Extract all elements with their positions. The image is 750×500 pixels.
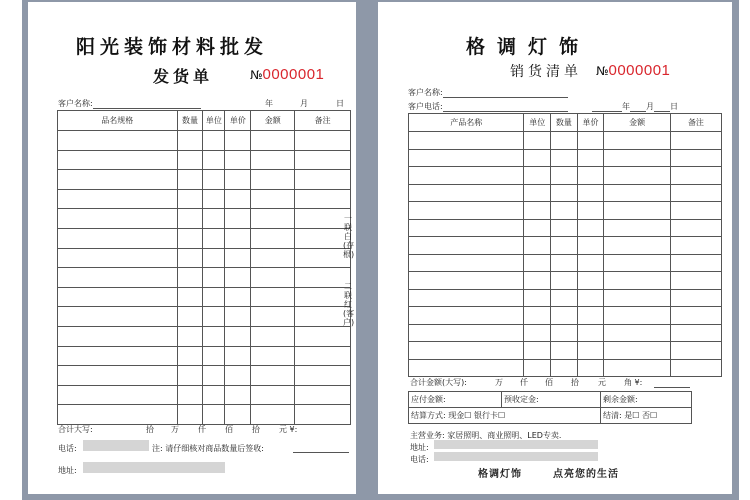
right-item-cell[interactable] [670, 167, 721, 185]
left-item-row [58, 228, 351, 248]
left-item-cell[interactable] [58, 366, 178, 386]
settled-no-checkbox[interactable]: ☐ [649, 411, 658, 420]
right-item-cell[interactable] [551, 149, 578, 167]
left-item-cell[interactable] [58, 307, 178, 327]
left-item-cell[interactable] [251, 405, 295, 425]
right-item-cell[interactable] [409, 272, 524, 290]
right-item-cell[interactable] [409, 342, 524, 360]
right-total-unit: 元 [598, 378, 606, 387]
right-phone2-redacted [434, 452, 598, 461]
left-date-day: 日 [336, 99, 344, 108]
left-side-copy-red: 二联红(客户) [343, 282, 355, 327]
right-header-unit: 单位 [524, 114, 551, 132]
left-item-cell[interactable] [177, 189, 203, 209]
right-header-amount: 金额 [604, 114, 671, 132]
left-item-cell[interactable] [251, 170, 295, 190]
right-item-cell[interactable] [551, 307, 578, 325]
left-total-label: 合计大写: [58, 425, 93, 434]
left-item-row [58, 189, 351, 209]
left-item-cell[interactable] [251, 268, 295, 288]
right-item-row [409, 272, 722, 290]
left-item-cell[interactable] [203, 287, 225, 307]
right-yes-label: 是 [624, 411, 633, 420]
left-address-redacted [83, 462, 225, 473]
right-item-cell[interactable] [604, 359, 671, 377]
right-customer-row [408, 87, 568, 98]
left-item-cell[interactable] [251, 228, 295, 248]
left-item-cell[interactable] [203, 170, 225, 190]
left-header-unit: 单位 [203, 111, 225, 131]
right-item-cell[interactable] [604, 289, 671, 307]
right-item-cell[interactable] [409, 132, 524, 150]
right-item-cell[interactable] [670, 237, 721, 255]
right-item-cell[interactable] [577, 359, 604, 377]
left-note-label: 注: 请仔细核对商品数量后签收: [152, 444, 264, 453]
left-item-cell[interactable] [225, 228, 251, 248]
left-item-row [58, 366, 351, 386]
left-item-cell[interactable] [203, 228, 225, 248]
right-item-cell[interactable] [551, 167, 578, 185]
right-item-cell[interactable] [524, 254, 551, 272]
left-total-unit: 拾 [252, 425, 260, 434]
left-total-unit: 仟 [198, 425, 206, 434]
left-item-cell[interactable] [251, 209, 295, 229]
right-item-cell[interactable] [577, 219, 604, 237]
right-item-cell[interactable] [551, 289, 578, 307]
left-item-cell[interactable] [177, 385, 203, 405]
right-item-cell[interactable] [604, 184, 671, 202]
right-item-row [409, 202, 722, 220]
bank-card-checkbox[interactable]: ☐ [497, 411, 506, 420]
left-title-line1: 阳光装饰材料批发 [76, 36, 269, 58]
right-balance-label: 剩余金额: [603, 395, 638, 404]
right-date-month-field[interactable] [630, 102, 646, 112]
right-item-cell[interactable] [577, 184, 604, 202]
cash-checkbox[interactable]: ☐ [464, 411, 472, 420]
right-item-cell[interactable] [409, 254, 524, 272]
right-item-cell[interactable] [409, 219, 524, 237]
right-item-cell[interactable] [670, 359, 721, 377]
right-table-header [409, 114, 722, 132]
left-item-cell[interactable] [177, 228, 203, 248]
left-item-cell[interactable] [225, 366, 251, 386]
left-header-name: 品名规格 [58, 111, 178, 131]
left-item-cell[interactable] [295, 326, 351, 346]
right-total-unit: 角 ¥: [624, 378, 643, 387]
right-phone-field[interactable] [443, 102, 568, 112]
right-item-cell[interactable] [524, 202, 551, 220]
right-item-cell[interactable] [551, 202, 578, 220]
left-side-copy-white: 一联白(存根) [343, 214, 355, 259]
right-customer-field[interactable] [443, 88, 568, 98]
delivery-note-form [28, 2, 356, 494]
right-item-cell[interactable] [524, 132, 551, 150]
right-item-cell[interactable] [524, 237, 551, 255]
left-item-cell[interactable] [225, 131, 251, 151]
right-item-cell[interactable] [670, 272, 721, 290]
left-item-cell[interactable] [203, 385, 225, 405]
left-item-cell[interactable] [225, 150, 251, 170]
right-date-year-field[interactable] [592, 102, 622, 112]
left-item-cell[interactable] [177, 150, 203, 170]
left-item-cell[interactable] [203, 150, 225, 170]
right-item-cell[interactable] [551, 342, 578, 360]
right-item-row [409, 307, 722, 325]
left-item-cell[interactable] [251, 326, 295, 346]
right-total-unit: 拾 [571, 378, 579, 387]
right-phone2-label: 电话: [410, 455, 429, 464]
left-item-cell[interactable] [225, 307, 251, 327]
right-balance-cell[interactable] [601, 392, 692, 408]
left-total-unit: 万 [171, 425, 179, 434]
sales-list-form [378, 2, 732, 494]
right-item-cell[interactable] [551, 184, 578, 202]
left-item-cell[interactable] [58, 189, 178, 209]
right-phone-row [408, 101, 568, 112]
right-settled-label: 结清: [603, 411, 622, 420]
right-item-cell[interactable] [409, 359, 524, 377]
right-date-day: 日 [670, 102, 678, 111]
right-item-cell[interactable] [604, 202, 671, 220]
left-item-cell[interactable] [177, 268, 203, 288]
right-item-cell[interactable] [670, 324, 721, 342]
left-item-cell[interactable] [225, 326, 251, 346]
right-item-row [409, 132, 722, 150]
left-total-unit: 佰 [225, 425, 233, 434]
left-item-cell[interactable] [295, 366, 351, 386]
right-payable-cell[interactable] [409, 392, 502, 408]
left-item-cell[interactable] [58, 405, 178, 425]
left-item-cell[interactable] [203, 268, 225, 288]
left-item-cell[interactable] [177, 131, 203, 151]
left-item-row [58, 170, 351, 190]
left-item-cell[interactable] [58, 268, 178, 288]
right-item-cell[interactable] [551, 219, 578, 237]
right-header-qty: 数量 [551, 114, 578, 132]
left-item-cell[interactable] [177, 366, 203, 386]
left-customer-row [58, 98, 201, 109]
left-header-amount: 金额 [251, 111, 295, 131]
right-item-cell[interactable] [409, 289, 524, 307]
right-item-cell[interactable] [577, 132, 604, 150]
left-item-cell[interactable] [295, 346, 351, 366]
left-item-cell[interactable] [295, 170, 351, 190]
right-item-cell[interactable] [551, 237, 578, 255]
left-item-cell[interactable] [251, 131, 295, 151]
right-item-cell[interactable] [409, 149, 524, 167]
left-item-cell[interactable] [177, 326, 203, 346]
right-settle-method-cell [409, 408, 601, 424]
right-date-day-field[interactable] [654, 102, 670, 112]
right-customer-label: 客户名称: [408, 88, 443, 97]
right-item-cell[interactable] [670, 342, 721, 360]
left-item-cell[interactable] [251, 287, 295, 307]
right-serial-number [596, 62, 670, 79]
left-item-cell[interactable] [225, 385, 251, 405]
right-item-cell[interactable] [409, 237, 524, 255]
right-item-cell[interactable] [670, 184, 721, 202]
left-item-cell[interactable] [225, 189, 251, 209]
right-cash-label: 现金 [448, 411, 465, 420]
left-header-remark: 备注 [295, 111, 351, 131]
left-address-label: 地址: [58, 466, 77, 475]
left-item-row [58, 346, 351, 366]
right-prepaid-label: 预收定金: [504, 395, 539, 404]
right-item-cell[interactable] [524, 149, 551, 167]
left-item-cell[interactable] [295, 385, 351, 405]
right-item-cell[interactable] [604, 149, 671, 167]
left-item-cell[interactable] [203, 405, 225, 425]
left-item-row [58, 268, 351, 288]
left-customer-label: 客户名称: [58, 99, 93, 108]
right-slogan-brand: 格调灯饰 [478, 469, 522, 480]
left-item-cell[interactable] [225, 248, 251, 268]
right-item-cell[interactable] [577, 149, 604, 167]
right-item-cell[interactable] [524, 324, 551, 342]
left-item-cell[interactable] [58, 150, 178, 170]
right-item-cell[interactable] [524, 359, 551, 377]
left-item-cell[interactable] [251, 248, 295, 268]
left-item-cell[interactable] [295, 131, 351, 151]
left-item-cell[interactable] [203, 131, 225, 151]
right-item-cell[interactable] [409, 202, 524, 220]
left-serial-value: 0000001 [262, 66, 325, 83]
right-no-label: 否 [641, 411, 650, 420]
left-item-cell[interactable] [58, 346, 178, 366]
left-item-cell[interactable] [58, 385, 178, 405]
right-item-cell[interactable] [670, 132, 721, 150]
right-item-row [409, 254, 722, 272]
right-item-cell[interactable] [409, 324, 524, 342]
left-item-cell[interactable] [251, 307, 295, 327]
right-item-cell[interactable] [409, 184, 524, 202]
right-item-cell[interactable] [604, 237, 671, 255]
right-total-unit: 万 [495, 378, 503, 387]
left-item-cell[interactable] [203, 189, 225, 209]
left-item-cell[interactable] [251, 346, 295, 366]
left-customer-field[interactable] [93, 99, 201, 109]
left-item-cell[interactable] [251, 189, 295, 209]
left-item-cell[interactable] [225, 170, 251, 190]
right-address-redacted [434, 440, 598, 449]
left-item-row [58, 150, 351, 170]
right-serial-value: 0000001 [608, 62, 671, 79]
right-date-row [592, 101, 678, 112]
right-item-cell[interactable] [670, 219, 721, 237]
left-item-cell[interactable] [58, 131, 178, 151]
right-item-cell[interactable] [524, 272, 551, 290]
left-item-row [58, 287, 351, 307]
left-item-row [58, 307, 351, 327]
left-item-cell[interactable] [58, 248, 178, 268]
left-header-price: 单价 [225, 111, 251, 131]
right-business-label: 主营业务: 家居照明、商业照明、LED专卖. [410, 431, 562, 440]
right-serial-prefix: № [596, 64, 609, 78]
right-settlement-row [409, 408, 692, 424]
right-item-cell[interactable] [551, 324, 578, 342]
right-item-cell[interactable] [577, 272, 604, 290]
left-signature-line[interactable] [293, 452, 349, 453]
right-item-cell[interactable] [551, 272, 578, 290]
right-item-cell[interactable] [577, 289, 604, 307]
left-item-cell[interactable] [177, 248, 203, 268]
right-item-row [409, 237, 722, 255]
left-phone-label: 电话: [58, 444, 77, 453]
left-item-cell[interactable] [251, 366, 295, 386]
left-item-cell[interactable] [225, 287, 251, 307]
right-header-name: 产品名称 [409, 114, 524, 132]
right-date-year: 年 [622, 102, 630, 111]
right-settled-cell [601, 408, 692, 424]
right-total-amount-field[interactable] [654, 387, 690, 388]
left-phone-redacted [83, 440, 149, 451]
right-item-cell[interactable] [670, 149, 721, 167]
left-item-cell[interactable] [203, 248, 225, 268]
left-items-table [57, 110, 355, 425]
right-item-cell[interactable] [604, 324, 671, 342]
right-item-cell[interactable] [670, 289, 721, 307]
right-item-row [409, 184, 722, 202]
left-item-cell[interactable] [203, 346, 225, 366]
left-item-cell[interactable] [177, 209, 203, 229]
left-item-row [58, 209, 351, 229]
left-serial-number [250, 66, 324, 83]
right-item-cell[interactable] [577, 307, 604, 325]
right-total-unit: 佰 [545, 378, 553, 387]
left-item-cell[interactable] [177, 346, 203, 366]
right-item-cell[interactable] [524, 167, 551, 185]
right-item-cell[interactable] [604, 254, 671, 272]
left-item-row [58, 131, 351, 151]
right-item-cell[interactable] [604, 272, 671, 290]
left-serial-prefix: № [250, 68, 263, 82]
left-total-unit: 拾 [146, 425, 154, 434]
right-item-cell[interactable] [409, 307, 524, 325]
right-title-line2: 销货清单 [510, 64, 582, 80]
right-item-cell[interactable] [577, 342, 604, 360]
left-item-cell[interactable] [203, 366, 225, 386]
left-item-row [58, 326, 351, 346]
left-item-cell[interactable] [177, 405, 203, 425]
right-summary-table [408, 391, 692, 424]
settled-yes-checkbox[interactable]: ☐ [632, 411, 640, 420]
right-item-row [409, 219, 722, 237]
right-item-row [409, 149, 722, 167]
right-item-cell[interactable] [551, 359, 578, 377]
left-item-row [58, 248, 351, 268]
left-item-cell[interactable] [177, 287, 203, 307]
right-phone-label: 客户电话: [408, 102, 443, 111]
left-item-cell[interactable] [295, 189, 351, 209]
right-header-remark: 备注 [670, 114, 721, 132]
right-item-cell[interactable] [409, 167, 524, 185]
left-date-month: 月 [300, 99, 308, 108]
right-settle-method-label: 结算方式: [411, 411, 446, 420]
left-item-cell[interactable] [58, 170, 178, 190]
right-item-row [409, 324, 722, 342]
right-slogan-text: 点亮您的生活 [553, 469, 619, 480]
right-total-unit: 仟 [520, 378, 528, 387]
left-item-cell[interactable] [177, 307, 203, 327]
right-item-cell[interactable] [604, 342, 671, 360]
left-item-cell[interactable] [225, 405, 251, 425]
right-item-cell[interactable] [577, 324, 604, 342]
left-header-qty: 数量 [177, 111, 203, 131]
left-item-cell[interactable] [58, 326, 178, 346]
right-amount-row [409, 392, 692, 408]
right-item-row [409, 167, 722, 185]
right-item-cell[interactable] [670, 202, 721, 220]
right-item-cell[interactable] [604, 167, 671, 185]
right-total-label: 合计金额(大写): [410, 378, 467, 387]
left-item-cell[interactable] [225, 209, 251, 229]
left-item-cell[interactable] [58, 209, 178, 229]
right-item-cell[interactable] [524, 289, 551, 307]
left-item-cell[interactable] [203, 326, 225, 346]
left-item-cell[interactable] [177, 170, 203, 190]
left-item-cell[interactable] [225, 268, 251, 288]
left-table-header [58, 111, 351, 131]
left-item-cell[interactable] [203, 307, 225, 327]
right-title-line1: 格调灯饰 [466, 36, 591, 58]
right-date-month: 月 [646, 102, 654, 111]
right-item-cell[interactable] [577, 237, 604, 255]
right-item-row [409, 289, 722, 307]
left-item-cell[interactable] [295, 150, 351, 170]
right-item-cell[interactable] [524, 307, 551, 325]
right-item-cell[interactable] [670, 254, 721, 272]
left-item-cell[interactable] [58, 287, 178, 307]
left-item-row [58, 405, 351, 425]
right-item-cell[interactable] [524, 219, 551, 237]
left-item-cell[interactable] [251, 385, 295, 405]
right-item-cell[interactable] [604, 307, 671, 325]
right-items-table [408, 113, 722, 377]
left-date-year: 年 [265, 99, 273, 108]
right-item-cell[interactable] [577, 202, 604, 220]
right-item-cell[interactable] [604, 219, 671, 237]
right-item-cell[interactable] [604, 132, 671, 150]
left-item-cell[interactable] [295, 405, 351, 425]
right-item-cell[interactable] [577, 167, 604, 185]
right-address-label: 地址: [410, 443, 429, 452]
right-card-label: 银行卡 [473, 411, 498, 420]
right-prepaid-cell[interactable] [502, 392, 601, 408]
left-item-row [58, 385, 351, 405]
left-item-cell[interactable] [225, 346, 251, 366]
left-item-cell[interactable] [58, 228, 178, 248]
right-item-cell[interactable] [524, 184, 551, 202]
left-item-cell[interactable] [203, 209, 225, 229]
right-item-cell[interactable] [577, 254, 604, 272]
right-item-cell[interactable] [551, 132, 578, 150]
right-item-cell[interactable] [670, 307, 721, 325]
right-header-price: 单价 [577, 114, 604, 132]
right-item-cell[interactable] [551, 254, 578, 272]
left-item-cell[interactable] [251, 150, 295, 170]
right-item-row [409, 342, 722, 360]
left-total-unit: 元 ¥: [279, 425, 298, 434]
left-title-line2: 发货单 [153, 67, 214, 86]
right-item-cell[interactable] [524, 342, 551, 360]
right-payable-label: 应付金额: [411, 395, 446, 404]
right-item-row [409, 359, 722, 377]
